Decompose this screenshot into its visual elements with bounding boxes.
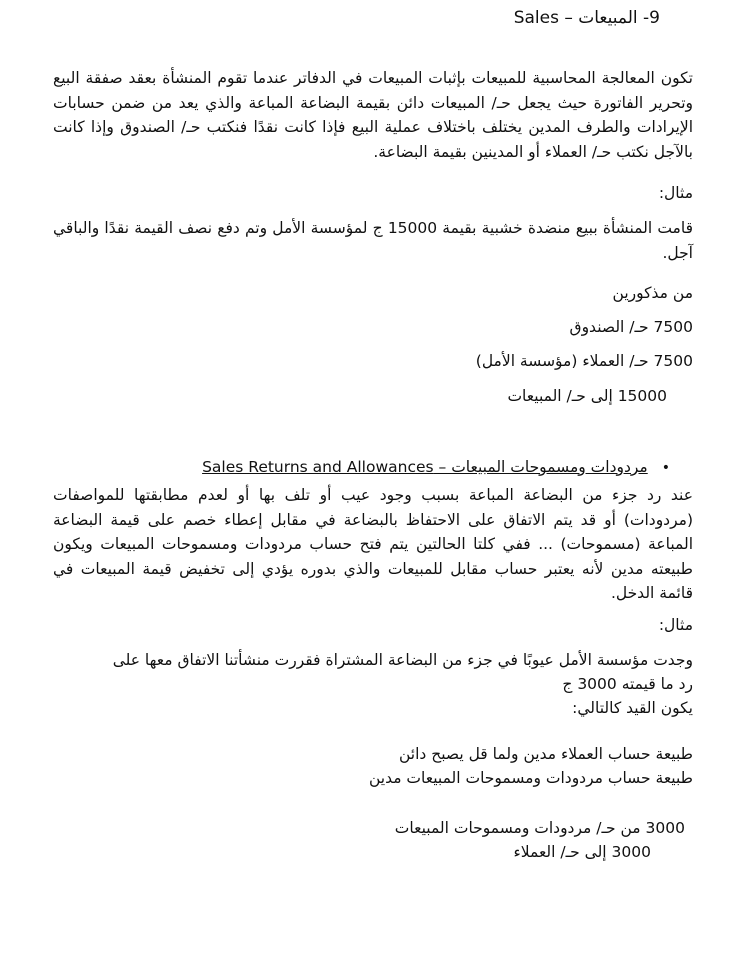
example2-text-line3: يكون القيد كالتالي: (572, 699, 693, 717)
example2-text-line1: وجدت مؤسسة الأمل عيوبًا في جزء من البضاعة المشتراة فقررت منشأتنا الاتفاق معها على (112, 651, 693, 669)
intro-paragraph: تكون المعالجة المحاسبية للمبيعات بإثبات المبيعات في الدفاتر عندما تقوم المنشأة بعقد صفقة البيع وتحرير الفاتورة حيث يجعل حـ/ المبيعات دائن بقيمة البضاعة المباعة والذي يعد من ضمن حسابات الإيرادات والطرف المدين يختلف باختلاف عملية البيع فإذا كانت نقدًا فنكتب حـ/ الصندوق وإذا كانت بالآجل نكتب حـ/ العملاء أو المدينين بقيمة البضاعة. (53, 69, 693, 161)
section-title: 9- المبيعات – Sales (513, 8, 660, 28)
example2-text-line2: رد ما قيمته 3000 ج (562, 675, 693, 693)
bullet-icon: • (661, 460, 670, 476)
example2-note2: طبيعة حساب مردودات ومسموحات المبيعات مدين (368, 769, 693, 787)
example1-text: قامت المنشأة ببيع منضدة خشبية بقيمة 15000 ج لمؤسسة الأمل وتم دفع نصف القيمة نقدًا والباقي آجل. (53, 219, 693, 262)
example1-label: مثال: (658, 184, 693, 202)
example2-label: مثال: (658, 616, 693, 634)
section2-paragraph: عند رد جزء من البضاعة المباعة بسبب وجود عيب أو تلف بها أو لعدم مطابقتها للمواصفات (مردودات) أو قد يتم الاتفاق على الاحتفاظ بالبضاعة في مقابل إعطاء خصم على قيمة البضاعة المباعة (مسموحات) ... ففي كلتا الحالتين يتم فتح حساب مردودات ومسموحات المبيعات ويكون طبيعته مدين لأنه يعتبر حساب مقابل للمبيعات والذي بدوره يؤدي إلى تخفيض قيمة المبيعات في قائمة الدخل. (53, 486, 693, 602)
entry1-line3: 15000 إلى حـ/ المبيعات (507, 387, 667, 405)
entry2-line2: 3000 إلى حـ/ العملاء (513, 843, 651, 861)
section2-heading: مردودات ومسموحات المبيعات – Sales Returns and Allowances (202, 458, 648, 476)
entry1-line1: 7500 حـ/ الصندوق (569, 318, 693, 336)
entry1-line2: 7500 حـ/ العملاء (مؤسسة الأمل) (475, 352, 693, 370)
entry1-header: من مذكورين (612, 284, 693, 302)
example2-note1: طبيعة حساب العملاء مدين ولما قل يصبح دائن (398, 745, 693, 763)
entry2-line1: 3000 من حـ/ مردودات ومسموحات المبيعات (394, 819, 685, 837)
section2-heading-row (202, 458, 670, 476)
